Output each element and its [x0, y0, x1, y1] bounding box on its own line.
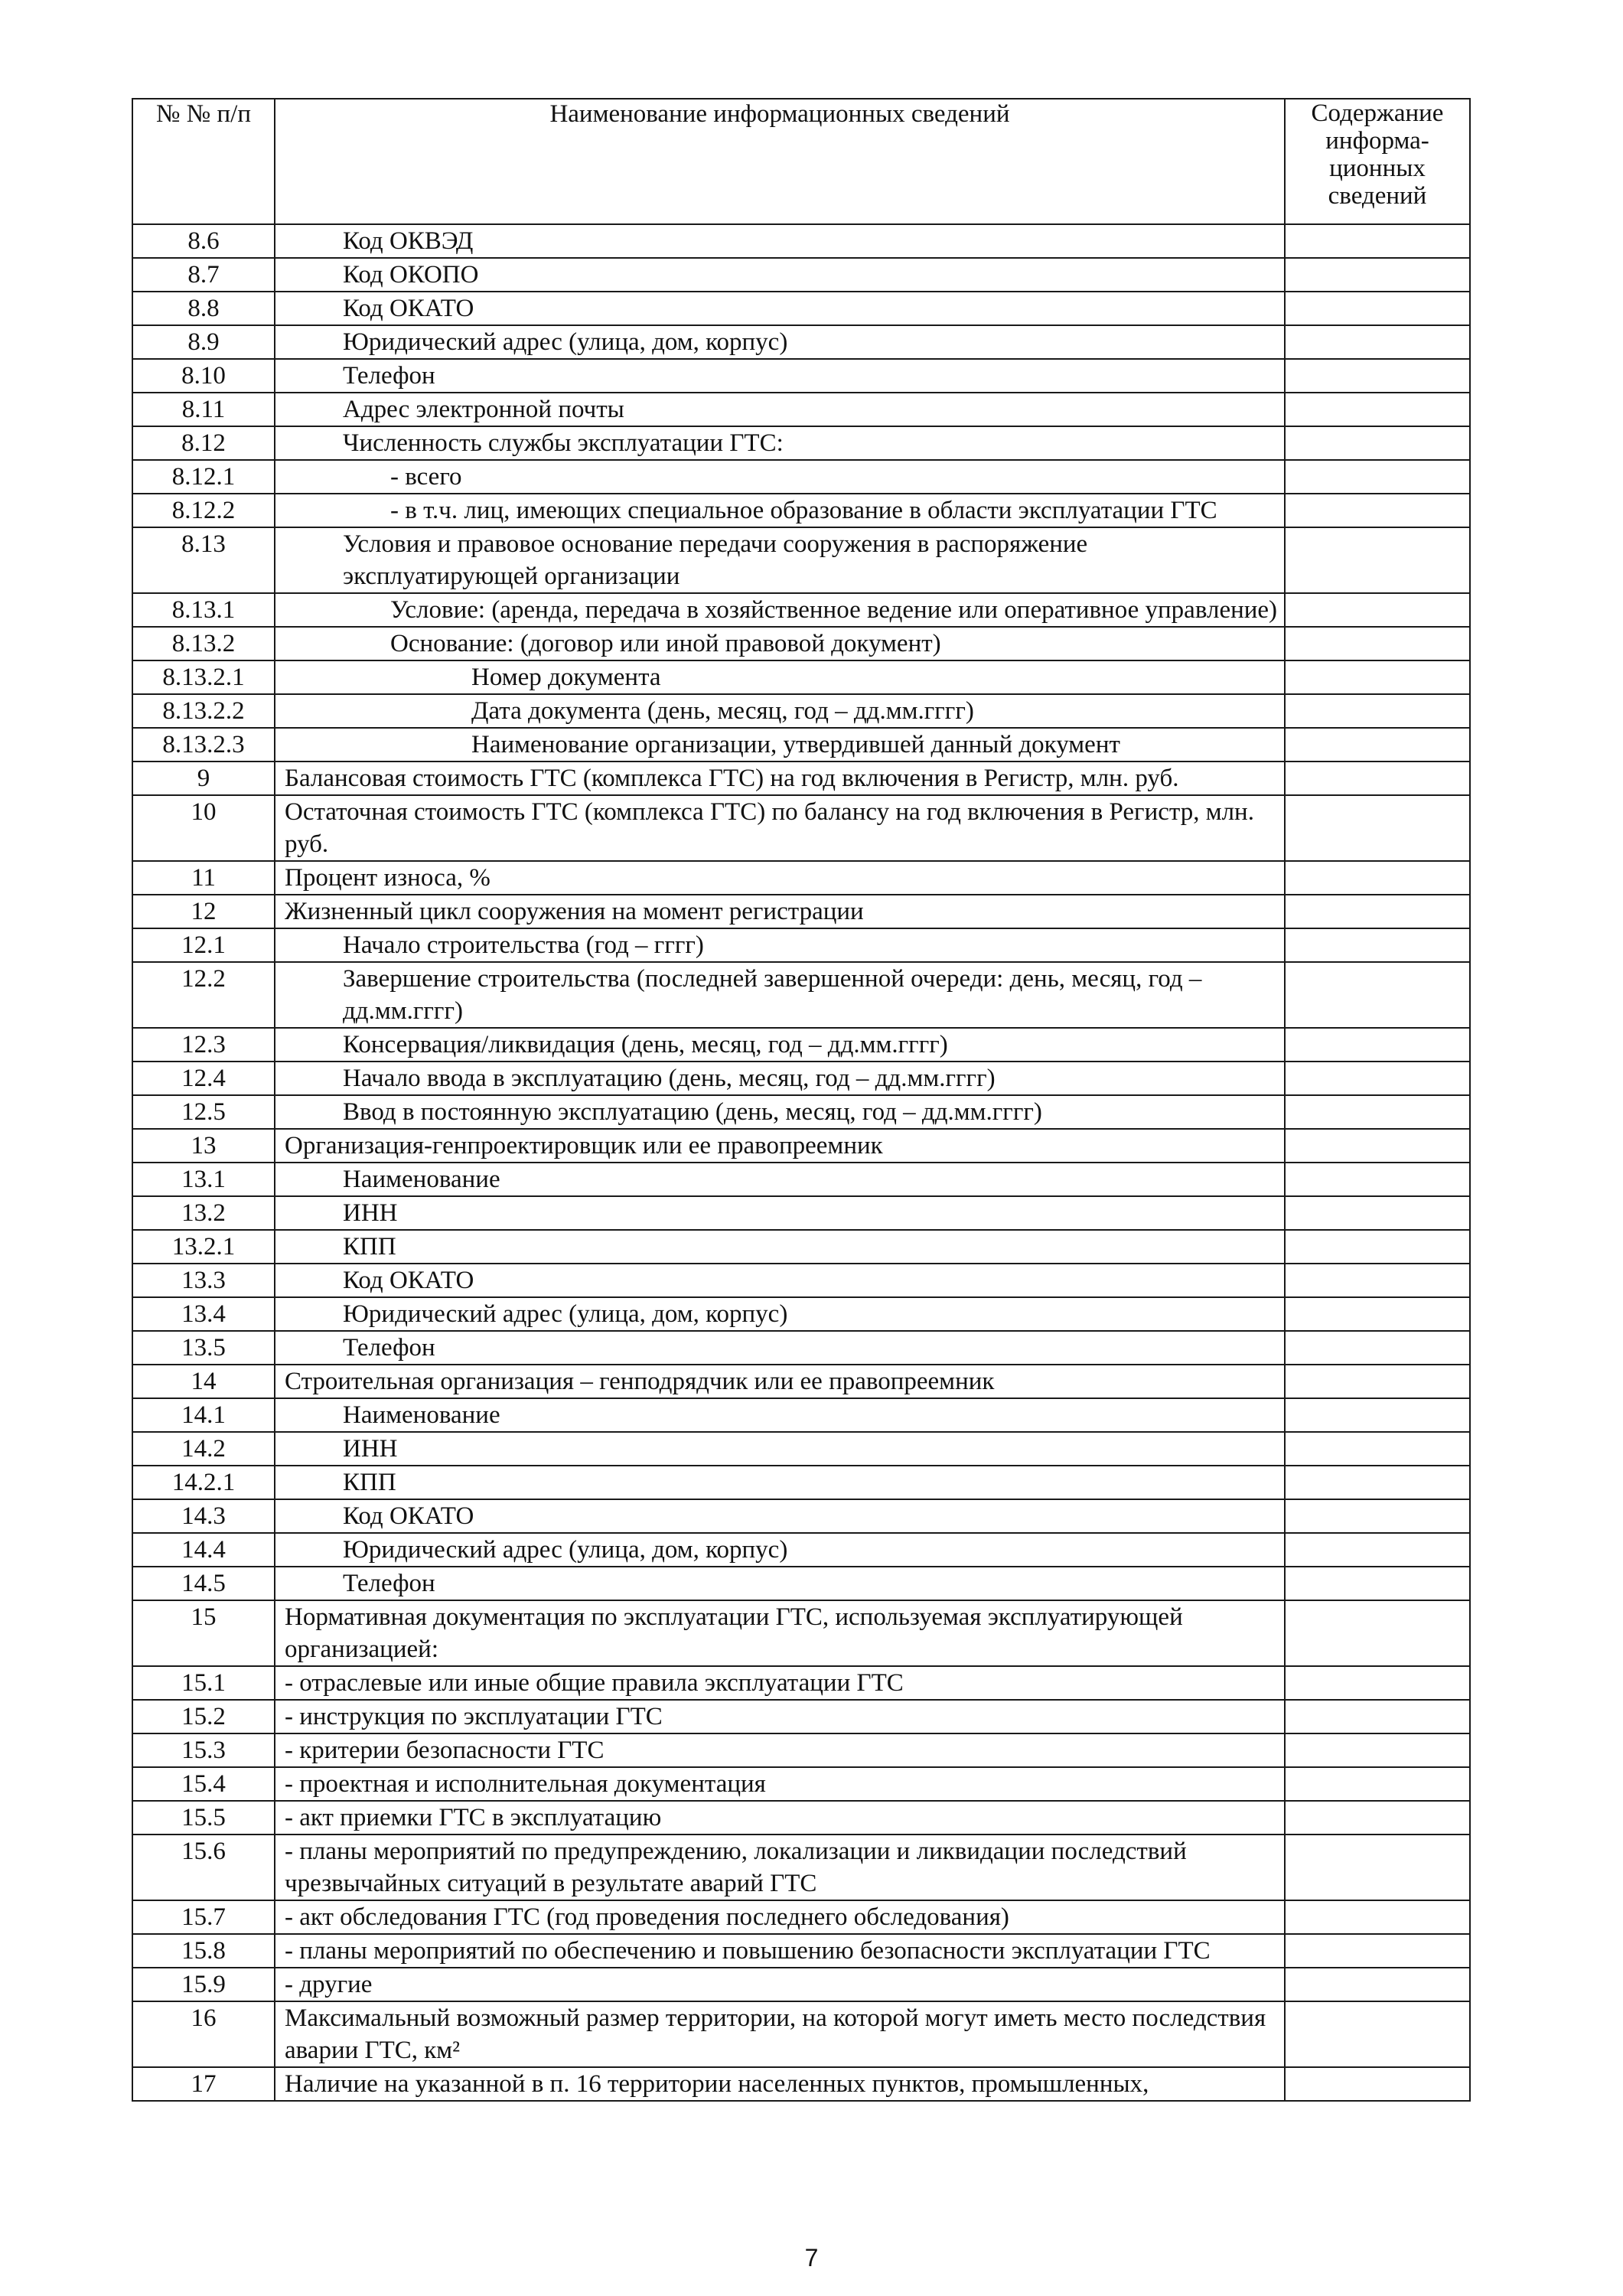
table-row [132, 1230, 1470, 1264]
table-row [132, 861, 1470, 895]
header-name: Наименование информационных сведений [275, 99, 1285, 224]
row-number: 15.1 [132, 1666, 275, 1700]
row-content-cell[interactable] [1285, 1801, 1470, 1835]
row-number: 15.9 [132, 1968, 275, 2001]
table-row [132, 627, 1470, 660]
row-number: 12.2 [132, 962, 275, 1028]
table-row [132, 224, 1470, 258]
table-row [132, 1900, 1470, 1934]
row-content-cell[interactable] [1285, 762, 1470, 795]
row-number: 10 [132, 795, 275, 861]
table-row [132, 460, 1470, 494]
table-row [132, 1398, 1470, 1432]
row-name: - в т.ч. лиц, имеющих специальное образование в области эксплуатации ГТС [275, 494, 1285, 527]
page-number: 7 [804, 2244, 819, 2272]
row-content-cell[interactable] [1285, 460, 1470, 494]
header-content: Содержание информа- ционных сведений [1285, 99, 1470, 224]
row-number: 8.6 [132, 224, 275, 258]
row-number: 13.3 [132, 1264, 275, 1297]
table-row [132, 728, 1470, 762]
row-name: - акт приемки ГТС в эксплуатацию [275, 1801, 1285, 1835]
row-name: Начало строительства (год – гггг) [275, 928, 1285, 962]
row-name: Наименование [275, 1398, 1285, 1432]
row-name: КПП [275, 1230, 1285, 1264]
row-content-cell[interactable] [1285, 728, 1470, 762]
row-name: Дата документа (день, месяц, год – дд.мм.гггг) [275, 694, 1285, 728]
row-content-cell[interactable] [1285, 861, 1470, 895]
table-row [132, 1533, 1470, 1567]
row-content-cell[interactable] [1285, 928, 1470, 962]
row-content-cell[interactable] [1285, 694, 1470, 728]
row-content-cell[interactable] [1285, 292, 1470, 325]
row-content-cell[interactable] [1285, 1600, 1470, 1666]
row-content-cell[interactable] [1285, 2067, 1470, 2101]
table-row [132, 393, 1470, 426]
row-content-cell[interactable] [1285, 494, 1470, 527]
row-content-cell[interactable] [1285, 527, 1470, 593]
table-row [132, 1095, 1470, 1129]
row-content-cell[interactable] [1285, 1900, 1470, 1934]
row-content-cell[interactable] [1285, 1934, 1470, 1968]
row-number: 14.2.1 [132, 1466, 275, 1499]
row-number: 8.13 [132, 527, 275, 593]
row-number: 15.5 [132, 1801, 275, 1835]
row-content-cell[interactable] [1285, 1062, 1470, 1095]
table-row [132, 762, 1470, 795]
row-content-cell[interactable] [1285, 1567, 1470, 1600]
row-number: 11 [132, 861, 275, 895]
row-number: 8.13.2.3 [132, 728, 275, 762]
row-number: 12.1 [132, 928, 275, 962]
row-name: - проектная и исполнительная документация [275, 1767, 1285, 1801]
row-number: 13.2 [132, 1196, 275, 1230]
table-row [132, 1499, 1470, 1533]
table-row [132, 1028, 1470, 1062]
row-content-cell[interactable] [1285, 2001, 1470, 2067]
row-content-cell[interactable] [1285, 1095, 1470, 1129]
row-name: Ввод в постоянную эксплуатацию (день, месяц, год – дд.мм.гггг) [275, 1095, 1285, 1129]
table-row [132, 1466, 1470, 1499]
row-number: 13.5 [132, 1331, 275, 1365]
table-row [132, 962, 1470, 1028]
row-name: Номер документа [275, 660, 1285, 694]
row-content-cell[interactable] [1285, 1398, 1470, 1432]
row-name: - акт обследования ГТС (год проведения последнего обследования) [275, 1900, 1285, 1934]
row-name: Процент износа, % [275, 861, 1285, 895]
table-row [132, 2067, 1470, 2101]
row-content-cell[interactable] [1285, 325, 1470, 359]
table-row [132, 359, 1470, 393]
row-name: Остаточная стоимость ГТС (комплекса ГТС) по балансу на год включения в Регистр, млн. руб. [275, 795, 1285, 861]
row-name: Максимальный возможный размер территории, на которой могут иметь место последствия аварии ГТС, км² [275, 2001, 1285, 2067]
row-content-cell[interactable] [1285, 895, 1470, 928]
row-number: 14.2 [132, 1432, 275, 1466]
row-number: 8.12.1 [132, 460, 275, 494]
table-row [132, 928, 1470, 962]
row-content-cell[interactable] [1285, 1129, 1470, 1163]
row-content-cell[interactable] [1285, 1733, 1470, 1767]
table-row [132, 292, 1470, 325]
row-name: Код ОКОПО [275, 258, 1285, 292]
row-number: 14.3 [132, 1499, 275, 1533]
table-row [132, 1801, 1470, 1835]
table-row [132, 258, 1470, 292]
table-row [132, 1600, 1470, 1666]
row-name: Наименование [275, 1163, 1285, 1196]
row-content-cell[interactable] [1285, 1196, 1470, 1230]
row-content-cell[interactable] [1285, 1432, 1470, 1466]
row-content-cell[interactable] [1285, 962, 1470, 1028]
table-row [132, 1767, 1470, 1801]
table-body [132, 224, 1470, 2101]
table-row [132, 1666, 1470, 1700]
table-row [132, 1835, 1470, 1900]
row-number: 12.4 [132, 1062, 275, 1095]
row-number: 8.13.2 [132, 627, 275, 660]
row-content-cell[interactable] [1285, 359, 1470, 393]
table-row [132, 494, 1470, 527]
row-name: Нормативная документация по эксплуатации ГТС, используемая эксплуатирующей организацией: [275, 1600, 1285, 1666]
row-number: 15.6 [132, 1835, 275, 1900]
table-row [132, 1196, 1470, 1230]
row-content-cell[interactable] [1285, 1533, 1470, 1567]
row-content-cell[interactable] [1285, 1767, 1470, 1801]
row-number: 13.4 [132, 1297, 275, 1331]
table-row [132, 1297, 1470, 1331]
row-number: 13.2.1 [132, 1230, 275, 1264]
header-number: № № п/п [132, 99, 275, 224]
table-row [132, 1163, 1470, 1196]
table-row [132, 1700, 1470, 1733]
row-number: 15.7 [132, 1900, 275, 1934]
row-name: Юридический адрес (улица, дом, корпус) [275, 325, 1285, 359]
row-content-cell[interactable] [1285, 593, 1470, 627]
table-header-row [132, 99, 1470, 224]
row-name: - планы мероприятий по предупреждению, локализации и ликвидации последствий чрезвычайных ситуаций в результате аварий ГТС [275, 1835, 1285, 1900]
row-number: 9 [132, 762, 275, 795]
table-row [132, 895, 1470, 928]
row-name: ИНН [275, 1196, 1285, 1230]
row-name: Код ОКВЭД [275, 224, 1285, 258]
row-content-cell[interactable] [1285, 1835, 1470, 1900]
row-content-cell[interactable] [1285, 1365, 1470, 1398]
row-content-cell[interactable] [1285, 393, 1470, 426]
row-content-cell[interactable] [1285, 258, 1470, 292]
row-name: - инструкция по эксплуатации ГТС [275, 1700, 1285, 1733]
row-number: 13.1 [132, 1163, 275, 1196]
table-row [132, 593, 1470, 627]
row-content-cell[interactable] [1285, 1230, 1470, 1264]
row-name: - критерии безопасности ГТС [275, 1733, 1285, 1767]
row-name: - отраслевые или иные общие правила эксплуатации ГТС [275, 1666, 1285, 1700]
table-row [132, 325, 1470, 359]
row-number: 17 [132, 2067, 275, 2101]
row-content-cell[interactable] [1285, 1028, 1470, 1062]
row-number: 14 [132, 1365, 275, 1398]
row-name: - всего [275, 460, 1285, 494]
row-content-cell[interactable] [1285, 1331, 1470, 1365]
table-row [132, 1264, 1470, 1297]
row-name: Условие: (аренда, передача в хозяйственное ведение или оперативное управление) [275, 593, 1285, 627]
row-name: Код ОКАТО [275, 1264, 1285, 1297]
table-row [132, 527, 1470, 593]
table-row [132, 1365, 1470, 1398]
row-name: Наименование организации, утвердившей данный документ [275, 728, 1285, 762]
row-name: Адрес электронной почты [275, 393, 1285, 426]
row-content-cell[interactable] [1285, 660, 1470, 694]
row-number: 8.12.2 [132, 494, 275, 527]
row-name: - планы мероприятий по обеспечению и повышению безопасности эксплуатации ГТС [275, 1934, 1285, 1968]
row-content-cell[interactable] [1285, 1499, 1470, 1533]
row-number: 15.8 [132, 1934, 275, 1968]
row-name: ИНН [275, 1432, 1285, 1466]
row-number: 8.13.2.2 [132, 694, 275, 728]
row-content-cell[interactable] [1285, 1297, 1470, 1331]
row-number: 14.1 [132, 1398, 275, 1432]
info-table [132, 98, 1471, 2102]
row-name: Численность службы эксплуатации ГТС: [275, 426, 1285, 460]
row-number: 8.7 [132, 258, 275, 292]
row-content-cell[interactable] [1285, 1666, 1470, 1700]
table-row [132, 1129, 1470, 1163]
row-number: 12.3 [132, 1028, 275, 1062]
row-name: Телефон [275, 1331, 1285, 1365]
row-content-cell[interactable] [1285, 795, 1470, 861]
row-number: 14.5 [132, 1567, 275, 1600]
row-name: - другие [275, 1968, 1285, 2001]
row-content-cell[interactable] [1285, 1968, 1470, 2001]
table-row [132, 1934, 1470, 1968]
table-row [132, 2001, 1470, 2067]
row-name: Строительная организация – генподрядчик или ее правопреемник [275, 1365, 1285, 1398]
row-name: Условия и правовое основание передачи сооружения в распоряжение эксплуатирующей организации [275, 527, 1285, 593]
row-content-cell[interactable] [1285, 1264, 1470, 1297]
row-number: 15.2 [132, 1700, 275, 1733]
table-row [132, 1062, 1470, 1095]
row-name: Консервация/ликвидация (день, месяц, год – дд.мм.гггг) [275, 1028, 1285, 1062]
row-content-cell[interactable] [1285, 1466, 1470, 1499]
row-name: Код ОКАТО [275, 292, 1285, 325]
row-name: Телефон [275, 359, 1285, 393]
table-row [132, 795, 1470, 861]
row-content-cell[interactable] [1285, 627, 1470, 660]
row-name: Наличие на указанной в п. 16 территории населенных пунктов, промышленных, [275, 2067, 1285, 2101]
table-row [132, 426, 1470, 460]
row-number: 8.13.1 [132, 593, 275, 627]
row-number: 12 [132, 895, 275, 928]
row-number: 8.11 [132, 393, 275, 426]
row-name: Основание: (договор или иной правовой документ) [275, 627, 1285, 660]
row-number: 8.9 [132, 325, 275, 359]
row-number: 8.10 [132, 359, 275, 393]
table-row [132, 694, 1470, 728]
row-number: 13 [132, 1129, 275, 1163]
row-number: 15 [132, 1600, 275, 1666]
row-name: Организация-генпроектировщик или ее правопреемник [275, 1129, 1285, 1163]
table-row [132, 1968, 1470, 2001]
row-content-cell[interactable] [1285, 1163, 1470, 1196]
row-name: Завершение строительства (последней завершенной очереди: день, месяц, год – дд.мм.гггг) [275, 962, 1285, 1028]
row-number: 14.4 [132, 1533, 275, 1567]
row-number: 8.12 [132, 426, 275, 460]
row-content-cell[interactable] [1285, 224, 1470, 258]
row-name: Начало ввода в эксплуатацию (день, месяц, год – дд.мм.гггг) [275, 1062, 1285, 1095]
table-row [132, 660, 1470, 694]
row-number: 8.13.2.1 [132, 660, 275, 694]
row-name: Балансовая стоимость ГТС (комплекса ГТС) на год включения в Регистр, млн. руб. [275, 762, 1285, 795]
row-name: Жизненный цикл сооружения на момент регистрации [275, 895, 1285, 928]
row-number: 16 [132, 2001, 275, 2067]
row-number: 15.4 [132, 1767, 275, 1801]
row-number: 12.5 [132, 1095, 275, 1129]
row-name: Телефон [275, 1567, 1285, 1600]
row-name: КПП [275, 1466, 1285, 1499]
table-row [132, 1733, 1470, 1767]
row-name: Юридический адрес (улица, дом, корпус) [275, 1297, 1285, 1331]
table-row [132, 1331, 1470, 1365]
row-number: 15.3 [132, 1733, 275, 1767]
row-number: 8.8 [132, 292, 275, 325]
row-content-cell[interactable] [1285, 1700, 1470, 1733]
row-name: Код ОКАТО [275, 1499, 1285, 1533]
table-row [132, 1567, 1470, 1600]
table-row [132, 1432, 1470, 1466]
row-name: Юридический адрес (улица, дом, корпус) [275, 1533, 1285, 1567]
row-content-cell[interactable] [1285, 426, 1470, 460]
